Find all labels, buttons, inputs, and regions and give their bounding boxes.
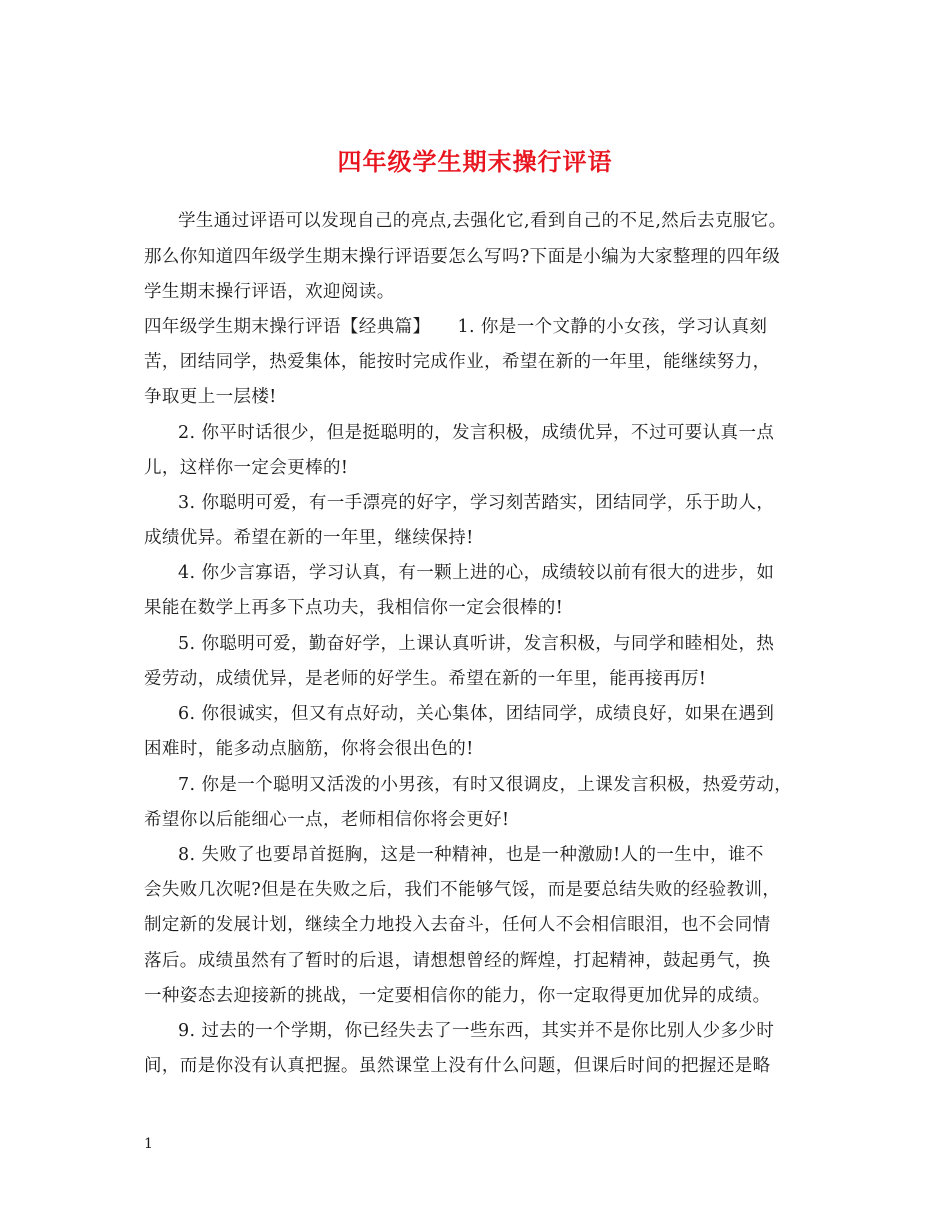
body-line-2: 那么你知道四年级学生期末操行评语要怎么写吗?下面是小编为大家整理的四年级 — [144, 247, 781, 267]
body-line-22: 落后。成绩虽然有了暂时的后退，请想想曾经的辉煌，打起精神，鼓起勇气，换 — [144, 951, 771, 971]
body-line-11: 4. 你少言寡语，学习认真，有一颗上进的心，成绩较以前有很大的进步，如 — [178, 563, 775, 583]
body-line-7: 2. 你平时话很少，但是挺聪明的，发言积极，成绩优异，不过可要认真一点 — [178, 423, 775, 443]
body-line-3: 学生期末操行评语，欢迎阅读。 — [144, 282, 395, 302]
body-line-12: 果能在数学上再多下点功夫，我相信你一定会很棒的! — [144, 598, 564, 618]
document-title: 四年级学生期末操行评语 — [337, 147, 613, 177]
body-line-5: 苦，团结同学，热爱集体，能按时完成作业，希望在新的一年里，能继续努力， — [144, 352, 771, 372]
body-line-8: 儿，这样你一定会更棒的! — [144, 458, 349, 478]
body-line-23: 一种姿态去迎接新的挑战，一定要相信你的能力，你一定取得更加优异的成绩。 — [144, 986, 771, 1006]
body-line-24: 9. 过去的一个学期，你已经失去了一些东西，其实并不是你比别人少多少时 — [178, 1021, 775, 1041]
body-line-10: 成绩优异。希望在新的一年里，继续保持! — [144, 528, 474, 548]
body-line-13: 5. 你聪明可爱，勤奋好学，上课认真听讲，发言积极，与同学和睦相处，热 — [178, 634, 775, 654]
body-line-25: 间，而是你没有认真把握。虽然课堂上没有什么问题，但课后时间的把握还是略 — [144, 1056, 771, 1076]
body-line-19: 8. 失败了也要昂首挺胸，这是一种精神，也是一种激励!人的一生中，谁不 — [178, 845, 764, 865]
body-line-20: 会失败几次呢?但是在失败之后，我们不能够气馁，而是要总结失败的经验教训， — [144, 880, 781, 900]
body-line-9: 3. 你聪明可爱，有一手漂亮的好字，学习刻苦踏实，团结同学，乐于助人， — [178, 493, 775, 513]
body-line-14: 爱劳动，成绩优异，是老师的好学生。希望在新的一年里，能再接再厉! — [144, 669, 707, 689]
body-line-4: 四年级学生期末操行评语【经典篇】 1. 你是一个文静的小女孩，学习认真刻 — [144, 317, 768, 337]
body-line-17: 7. 你是一个聪明又活泼的小男孩，有时又很调皮，上课发言积极，热爱劳动， — [178, 775, 793, 795]
body-line-21: 制定新的发展计划，继续全力地投入去奋斗，任何人不会相信眼泪，也不会同情 — [144, 915, 771, 935]
body-line-6: 争取更上一层楼! — [144, 387, 277, 407]
page-number: 1 — [144, 1136, 153, 1152]
body-line-18: 希望你以后能细心一点，老师相信你将会更好! — [144, 810, 510, 830]
body-line-1: 学生通过评语可以发现自己的亮点,去强化它,看到自己的不足,然后去克服它。 — [178, 211, 787, 231]
body-line-15: 6. 你很诚实，但又有点好动，关心集体，团结同学，成绩良好，如果在遇到 — [178, 704, 775, 724]
body-line-16: 困难时，能多动点脑筋，你将会很出色的! — [144, 739, 474, 759]
